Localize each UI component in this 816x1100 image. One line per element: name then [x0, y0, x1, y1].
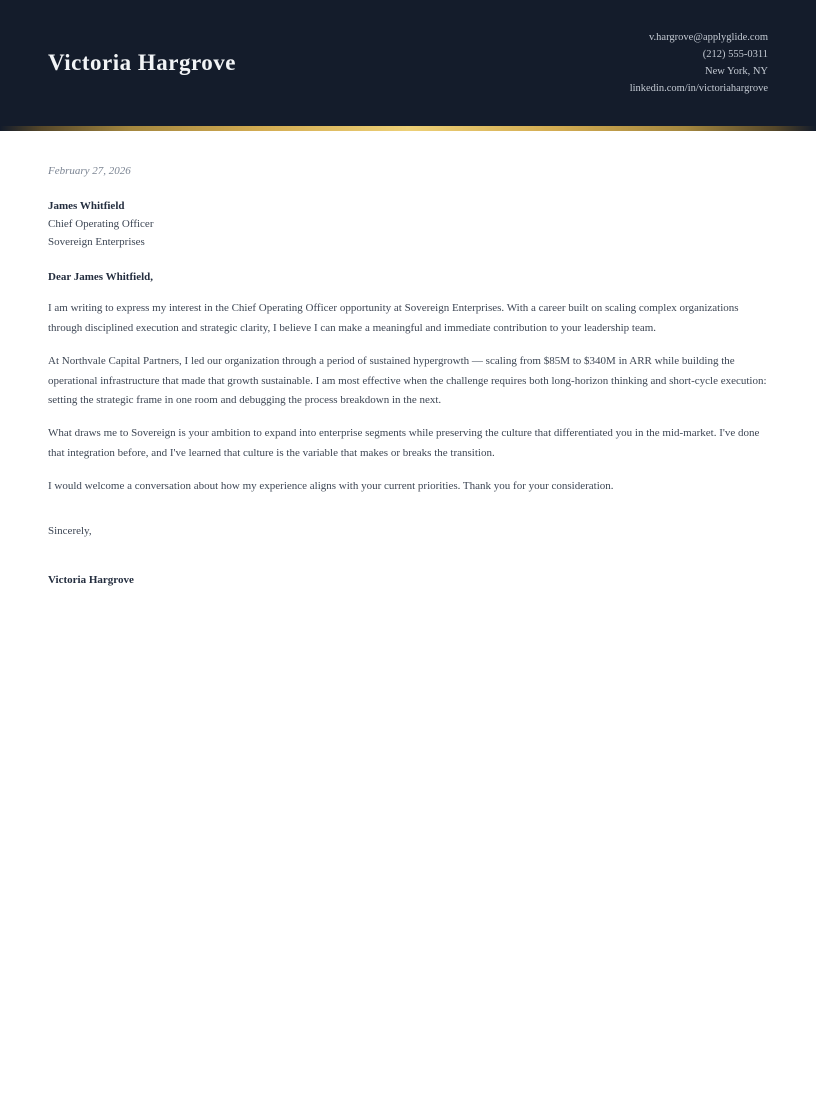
body-paragraph-1: I am writing to express my interest in the Chief Operating Officer opportunity at Sovereign Enterprises. With a career built on scaling complex organizations through disciplined execution and strategic clarity, I believe I can make a meaningful and immediate contribution to your leadership team.	[48, 302, 739, 334]
sender-name: Victoria Hargrove	[48, 50, 236, 75]
recipient-name: James Whitfield	[48, 200, 125, 212]
salutation: Dear James Whitfield,	[48, 271, 153, 283]
body-paragraph-4: I would welcome a conversation about how my experience aligns with your current priorities. Thank you for your consideration.	[48, 480, 614, 493]
letter-body	[0, 131, 816, 590]
contact-email: v.hargrove@applyglide.com	[648, 32, 768, 43]
contact-block	[630, 29, 768, 97]
recipient-block	[48, 197, 768, 251]
contact-linkedin: linkedin.com/in/victoriahargrove	[629, 83, 768, 94]
closing: Sincerely,	[48, 524, 92, 537]
body-paragraph-3: What draws me to Sovereign is your ambition to expand into enterprise segments while preserving the culture that differentiated you in the mid-market. I've done that integration before, and I've learned that culture is the variable that makes or breaks the transition.	[48, 427, 760, 459]
contact-phone: (212) 555-0311	[702, 49, 768, 60]
body-paragraph-2: At Northvale Capital Partners, I led our organization through a period of sustained hypergrowth — scaling from $85M to $340M in ARR while building the operational infrastructure that made that growth sustainable. I am most effective when the challenge requires both long-horizon thinking and short-cycle execution: setting the strategic frame in one room and debugging the process breakdown in the next.	[48, 355, 767, 407]
letter-date: February 27, 2026	[48, 165, 131, 177]
signature-name: Victoria Hargrove	[48, 574, 134, 587]
letter-header	[0, 0, 816, 126]
recipient-title: Chief Operating Officer	[48, 218, 154, 230]
recipient-company: Sovereign Enterprises	[48, 236, 145, 248]
contact-location: New York, NY	[704, 66, 768, 77]
